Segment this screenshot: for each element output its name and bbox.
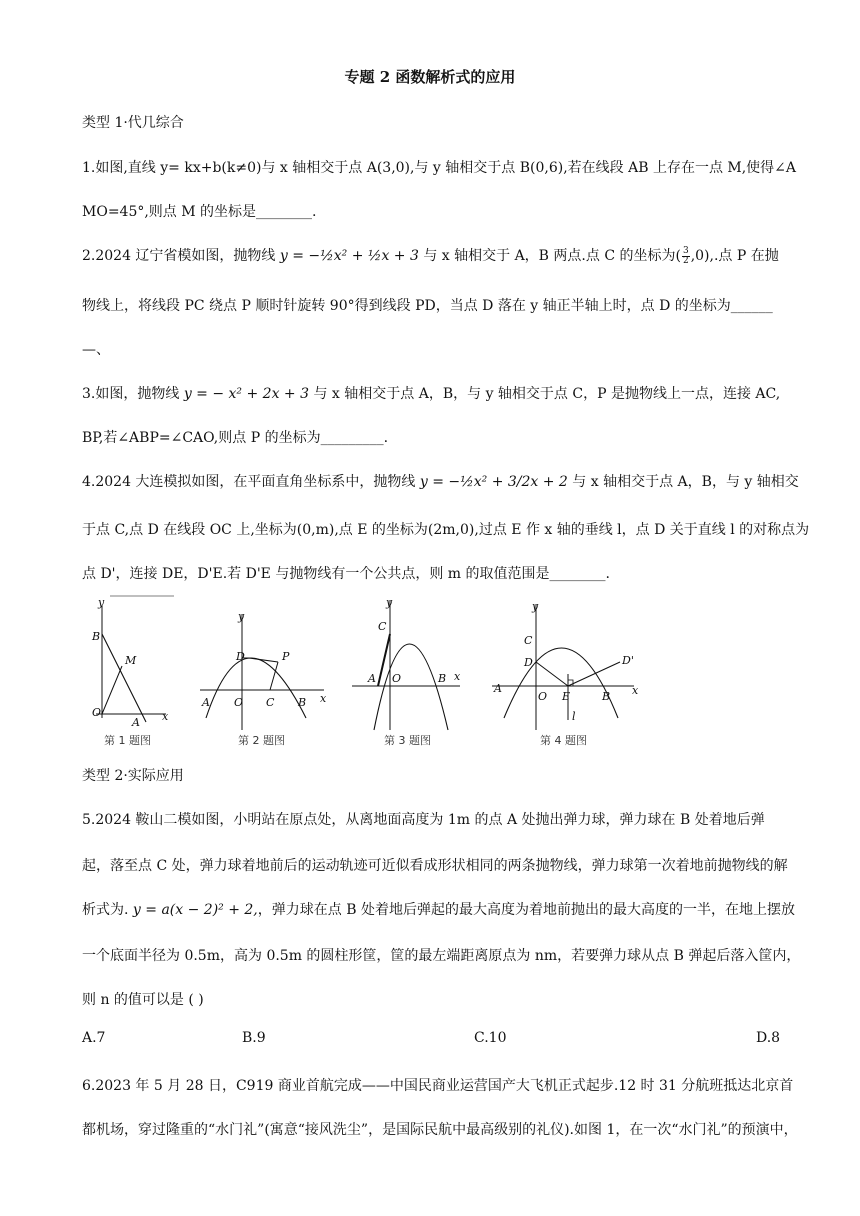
- q2-line1: [82, 246, 808, 266]
- f2-label-o: O: [234, 696, 244, 709]
- figure-4-caption: 第 4 题图: [540, 734, 587, 747]
- f2-label-c: C: [266, 696, 275, 709]
- f1-label-a: A: [132, 716, 140, 729]
- figure-2: [200, 610, 327, 730]
- q5-line5: 则 n 的值可以是 ( ): [82, 992, 204, 1008]
- q2-mid: 与 x 轴相交于 A，B 两点.点 C 的坐标为(: [423, 248, 681, 264]
- f1-label-x: x: [162, 710, 169, 723]
- f4-label-y: y: [532, 600, 539, 613]
- choice-b: B.9: [242, 1030, 266, 1046]
- q4-prefix: 4.2024 大连模拟如图，在平面直角坐标系中，抛物线: [82, 474, 416, 490]
- q3-line1: [82, 384, 808, 404]
- f3-label-a: A: [368, 672, 376, 685]
- f4-label-a: A: [494, 682, 502, 695]
- figures-svg: [88, 594, 688, 750]
- section-heading-2: 类型 2·实际应用: [82, 768, 184, 784]
- q3-tail: 与 x 轴相交于点 A，B，与 y 轴相交于点 C，P 是抛物线上一点，连接 AC,: [313, 386, 781, 402]
- figure-2-caption: 第 2 题图: [238, 734, 285, 747]
- f2-label-p: P: [282, 650, 290, 663]
- f4-label-b: B: [602, 690, 611, 703]
- q2-frac-den: 2: [682, 255, 689, 266]
- f4-label-d: D: [524, 656, 533, 669]
- f2-label-b: B: [298, 696, 307, 709]
- q4-line2: 于点 C,点 D 在线段 OC 上,坐标为(0,m),点 E 的坐标为(2m,0),过点 E 作 x 轴的垂线 l，点 D 关于直线 l 的对称点为: [82, 522, 810, 538]
- q4-tail: 与 x 轴相交于点 A，B，与 y 轴相交: [572, 474, 799, 490]
- q5-equation: y = a(x − 2)² + 2,: [132, 902, 258, 918]
- f2-label-y: y: [238, 610, 245, 623]
- q5-line1: 5.2024 鞍山二模如图，小明站在原点处，从离地面高度为 1m 的点 A 处抛出弹力球，弹力球在 B 处着地后弹: [82, 812, 765, 828]
- figure-3: [352, 596, 461, 730]
- figure-4: [492, 600, 639, 730]
- f2-label-a: A: [202, 696, 210, 709]
- q4-line1: [82, 472, 808, 492]
- q2-equation: y = −½x² + ½x + 3: [279, 248, 419, 264]
- choice-a: A.7: [82, 1030, 106, 1046]
- q1-line1: 1.如图,直线 y= kx+b(k≠0)与 x 轴相交于点 A(3,0),与 y 轴相交于点 B(0,6),若在线段 AB 上存在一点 M,使得∠A: [82, 160, 797, 176]
- f3-label-y: y: [386, 596, 393, 609]
- q3-line2: BP,若∠ABP=∠CAO,则点 P 的坐标为_________.: [82, 430, 389, 446]
- f1-label-y: y: [98, 596, 105, 609]
- q6-line1: 6.2023 年 5 月 28 日，C919 商业首航完成——中国民商业运营国产大飞机正式起步.12 时 31 分航班抵达北京首: [82, 1078, 794, 1094]
- choice-d: D.8: [756, 1030, 781, 1046]
- q5-line3: [82, 900, 808, 920]
- f4-label-l: l: [572, 710, 576, 723]
- q6-line2: 都机场，穿过隆重的“水门礼”(寓意“接风洗尘”，是国际民航中最高级别的礼仪).如图 1，在一次“水门礼”的预演中，: [82, 1122, 798, 1138]
- q4-line3: 点 D'，连接 DE，D'E.若 D'E 与抛物线有一个公共点，则 m 的取值范围是________.: [82, 566, 610, 582]
- q3-prefix: 3.如图，抛物线: [82, 386, 180, 402]
- f3-label-c: C: [378, 620, 387, 633]
- f4-label-e: E: [562, 690, 571, 703]
- page-title: 专题 2 函数解析式的应用: [344, 68, 516, 86]
- q5-line4: 一个底面半径为 0.5m，高为 0.5m 的圆柱形筐，筐的最左端距离原点为 nm，若要弹力球从点 B 弹起后落入筐内，: [82, 948, 801, 964]
- figure-1: [91, 596, 174, 729]
- figures-row: [88, 594, 688, 750]
- f1-label-b: B: [92, 630, 101, 643]
- f2-label-x: x: [320, 692, 327, 705]
- f4-label-o: O: [538, 690, 548, 703]
- q4-equation: y = −½x² + 3/2x + 2: [419, 474, 568, 490]
- figure-1-caption: 第 1 题图: [104, 734, 151, 747]
- q2-fraction: [682, 247, 690, 266]
- f1-label-m: M: [125, 654, 137, 667]
- f3-label-x: x: [454, 670, 461, 683]
- q5-line2: 起，落至点 C 处，弹力球着地前后的运动轨迹可近似看成形状相同的两条抛物线，弹力球第一次着地前抛物线的解: [82, 858, 788, 874]
- f3-label-b: B: [438, 672, 447, 685]
- q5-line3-prefix: 析式为.: [82, 902, 129, 918]
- q2-line2: 物线上，将线段 PC 绕点 P 顺时针旋转 90°得到线段 PD，当点 D 落在 y 轴正半轴上时，点 D 的坐标为______: [82, 298, 773, 314]
- f4-label-c: C: [524, 634, 533, 647]
- q1-line2: MO=45°,则点 M 的坐标是________.: [82, 204, 317, 220]
- q5-line3-tail: ，弹力球在点 B 处着地后弹起的最大高度为着地前抛出的最大高度的一半，在地上摆放: [257, 902, 795, 918]
- f4-label-dprime: D': [622, 654, 634, 667]
- q3-equation: y = − x² + 2x + 3: [183, 386, 310, 402]
- figure-3-caption: 第 3 题图: [384, 734, 431, 747]
- section-heading-1: 类型 1·代几综合: [82, 115, 184, 131]
- f4-label-x: x: [632, 684, 639, 697]
- f1-label-o: O: [92, 706, 102, 719]
- f2-label-d: D: [236, 650, 245, 663]
- q2-tail: ,0),.点 P 在抛: [690, 248, 779, 264]
- f3-label-o: O: [392, 672, 402, 685]
- q2-prefix: 2.2024 辽宁省模如图，抛物线: [82, 248, 276, 264]
- q2-frac-num: 3: [682, 245, 689, 256]
- choice-c: C.10: [474, 1030, 507, 1046]
- q2-line3: —、: [82, 342, 110, 358]
